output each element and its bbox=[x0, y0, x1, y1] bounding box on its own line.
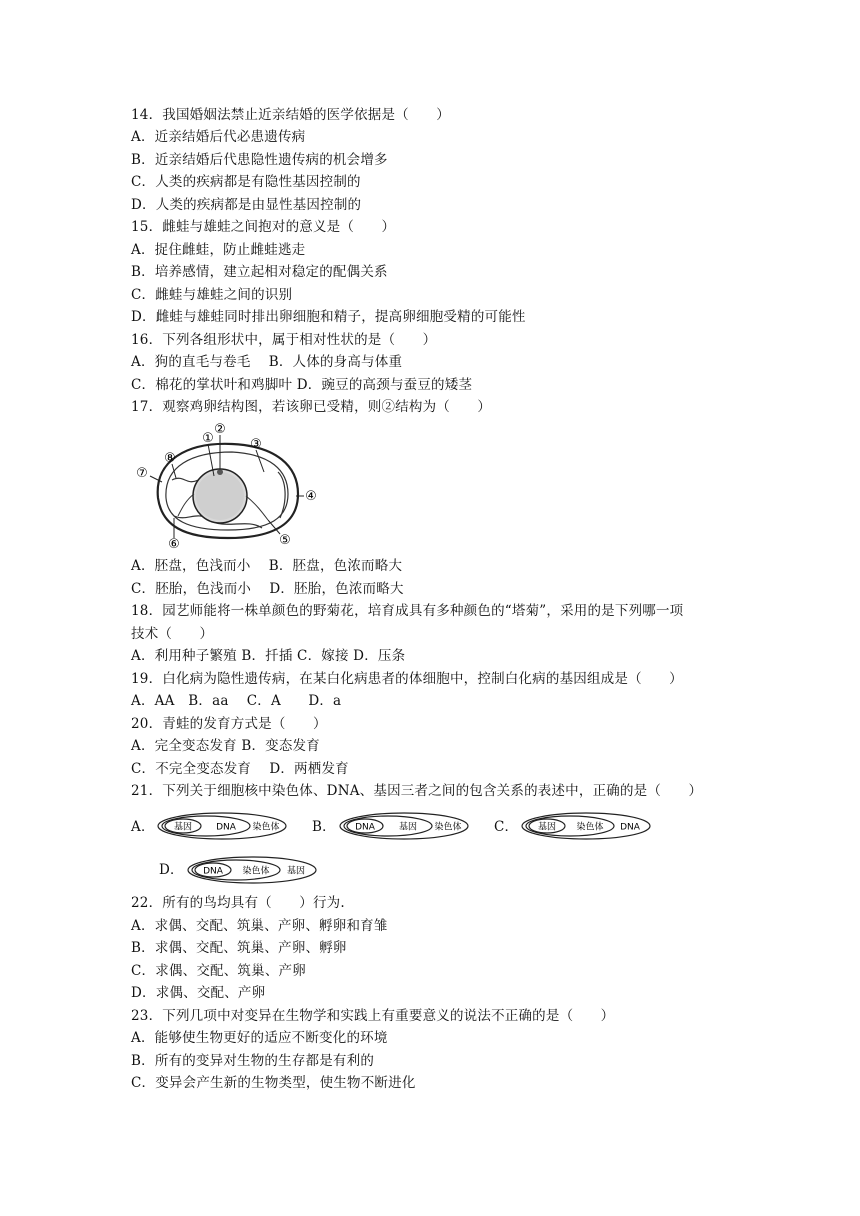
q15-option-c: C．雌蛙与雄蛙之间的识别 bbox=[131, 287, 293, 303]
egg-label-4: ④ bbox=[305, 489, 317, 504]
q18-stem-line1: 18．园艺师能将一株单颜色的野菊花，培育成具有多种颜色的“塔菊”，采用的是下列哪一项 bbox=[131, 603, 684, 619]
egg-structure-diagram bbox=[128, 420, 328, 555]
q21-a-inner-label: 基因 bbox=[173, 822, 193, 833]
q22-option-c: C．求偶、交配、筑巢、产卵 bbox=[131, 963, 306, 979]
q21-choice-d-letter: D． bbox=[159, 862, 184, 878]
q17-options-cd: C．胚胎，色浅而小 D．胚胎，色浓而略大 bbox=[131, 581, 404, 597]
q18-options: A．利用种子繁殖 B．扦插 C．嫁接 D．压条 bbox=[131, 648, 406, 664]
q20-stem: 20．青蛙的发育方式是（ ） bbox=[131, 716, 327, 732]
egg-label-6: ⑥ bbox=[168, 537, 180, 552]
q16-options-cd: C．棉花的掌状叶和鸡脚叶 D．豌豆的高颈与蚕豆的矮茎 bbox=[131, 377, 473, 393]
q21-a-middle-label: DNA bbox=[216, 822, 236, 833]
q21-d-outer-label: 基因 bbox=[286, 866, 306, 877]
q14-stem: 14．我国婚姻法禁止近亲结婚的医学依据是（ ） bbox=[131, 107, 450, 123]
egg-label-3: ③ bbox=[250, 437, 262, 452]
q21-choice-b-diagram bbox=[338, 811, 472, 841]
q14-option-a: A．近亲结婚后代必患遗传病 bbox=[131, 129, 306, 145]
q21-d-middle-label: 染色体 bbox=[242, 866, 270, 877]
q22-stem: 22．所有的鸟均具有（ ）行为. bbox=[131, 895, 345, 911]
q19-stem: 19．白化病为隐性遗传病，在某白化病患者的体细胞中，控制白化病的基因组成是（ ） bbox=[131, 671, 683, 687]
q23-option-b: B．所有的变异对生物的生存都是有利的 bbox=[131, 1053, 375, 1069]
q15-option-b: B．培养感情，建立起相对稳定的配偶关系 bbox=[131, 264, 388, 280]
q16-options-ab: A．狗的直毛与卷毛 B．人体的身高与体重 bbox=[131, 354, 403, 370]
q21-stem: 21．下列关于细胞核中染色体、DNA、基因三者之间的包含关系的表述中，正确的是（ ） bbox=[131, 783, 703, 799]
q21-choice-c-letter: C． bbox=[494, 819, 519, 835]
q17-stem: 17．观察鸡卵结构图，若该卵已受精，则②结构为（ ） bbox=[131, 399, 492, 415]
q22-option-a: A．求偶、交配、筑巢、产卵、孵卵和育雏 bbox=[131, 918, 388, 934]
q21-choice-b-letter: B． bbox=[312, 819, 336, 835]
q15-option-a: A．捉住雌蛙，防止雌蛙逃走 bbox=[131, 242, 306, 258]
egg-label-2: ② bbox=[214, 422, 226, 437]
q16-stem: 16．下列各组形状中，属于相对性状的是（ ） bbox=[131, 332, 437, 348]
egg-label-5: ⑤ bbox=[279, 533, 291, 548]
q19-options: A．AA B．aa C．A D．a bbox=[131, 693, 342, 709]
q21-c-middle-label: 染色体 bbox=[576, 822, 604, 833]
egg-label-7: ⑦ bbox=[136, 466, 148, 481]
q21-c-inner-label: 基因 bbox=[537, 822, 557, 833]
q23-option-c: C．变异会产生新的生物类型，使生物不断进化 bbox=[131, 1075, 416, 1091]
q14-option-d: D．人类的疾病都是由显性基因控制的 bbox=[131, 197, 362, 213]
q15-stem: 15．雌蛙与雄蛙之间抱对的意义是（ ） bbox=[131, 219, 396, 235]
q17-options-ab: A．胚盘，色浅而小 B．胚盘，色浓而略大 bbox=[131, 558, 403, 574]
q18-stem-line2: 技术（ ） bbox=[131, 626, 214, 642]
q21-b-middle-label: 基因 bbox=[398, 822, 418, 833]
q21-c-outer-label: DNA bbox=[620, 822, 640, 833]
q22-option-b: B．求偶、交配、筑巢、产卵、孵卵 bbox=[131, 940, 347, 956]
q21-b-outer-label: 染色体 bbox=[434, 822, 462, 833]
egg-label-8: ⑧ bbox=[164, 451, 176, 466]
q15-option-d: D．雌蛙与雄蛙同时排出卵细胞和精子，提高卵细胞受精的可能性 bbox=[131, 309, 526, 325]
q21-a-outer-label: 染色体 bbox=[252, 822, 280, 833]
q21-d-inner-label: DNA bbox=[203, 866, 223, 877]
q21-choice-a-letter: A． bbox=[131, 819, 155, 835]
q21-choice-a-diagram bbox=[156, 811, 290, 841]
q22-option-d: D．求偶、交配、产卵 bbox=[131, 985, 266, 1001]
q20-options-cd: C．不完全变态发育 D．两栖发育 bbox=[131, 761, 349, 777]
q23-stem: 23．下列几项中对变异在生物学和实践上有重要意义的说法不正确的是（ ） bbox=[131, 1008, 615, 1024]
q20-options-ab: A．完全变态发育 B．变态发育 bbox=[131, 738, 320, 754]
q14-option-b: B．近亲结婚后代患隐性遗传病的机会增多 bbox=[131, 152, 388, 168]
q21-choice-c-diagram bbox=[520, 811, 654, 841]
egg-label-1: ① bbox=[202, 431, 214, 446]
q21-choice-d-diagram bbox=[186, 855, 320, 885]
q14-option-c: C．人类的疾病都是有隐性基因控制的 bbox=[131, 174, 361, 190]
q21-b-inner-label: DNA bbox=[355, 822, 375, 833]
q23-option-a: A．能够使生物更好的适应不断变化的环境 bbox=[131, 1030, 388, 1046]
